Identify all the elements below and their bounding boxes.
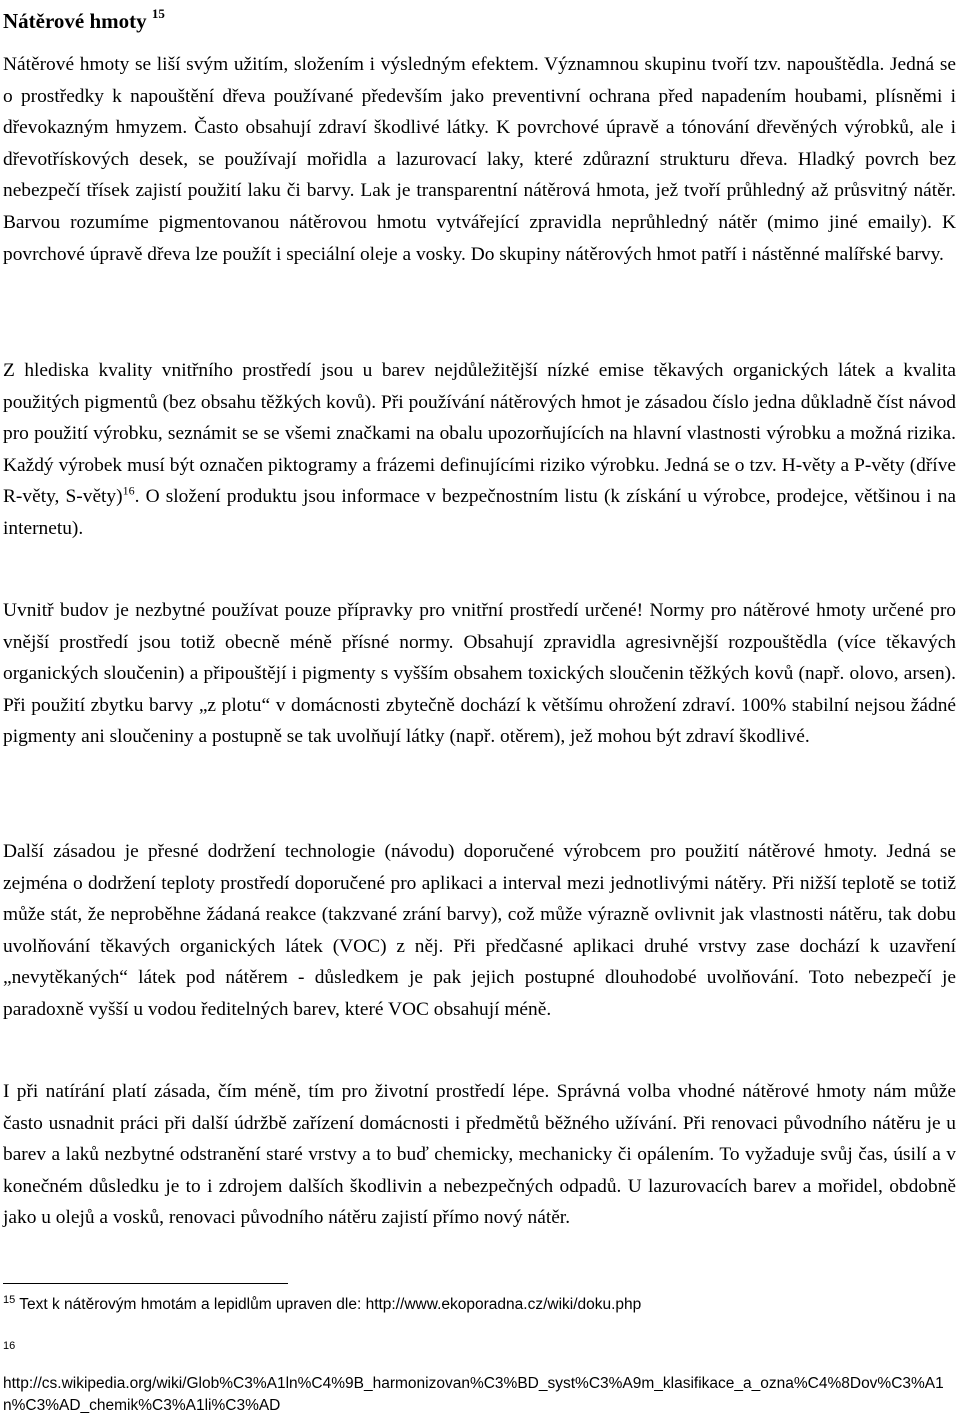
page-title [3, 2, 165, 35]
page-title-text: Nátěrové hmoty [3, 9, 147, 33]
paragraph-5: I při natírání platí zásada, čím méně, tím pro životní prostředí lépe. Správná volba vhodné nátěrové hmoty nám může často usnadnit práci při další údržbě zařízení domácnosti i předmětů běžného užívání. Při renovaci původního nátěru je u barev a laků nezbytné odstranění staré vrstvy a to buď chemicky, mechanicky či opálením. To vyžaduje svůj čas, úsilí a v konečném důsledku je to i zdrojem dalších škodlivin a nebezpečných odpadů. U lazurovacích barev a mořidel, obdobně jako u olejů a vosků, renovaci původního nátěru zajistí přímo nový nátěr. [3, 1081, 956, 1229]
footnote-ref-15[interactable]: 15 [151, 6, 165, 21]
footnote-ref-16[interactable]: 16 [122, 483, 135, 498]
footnote-divider [3, 1283, 288, 1284]
footnote-15-mark: 15 [3, 1294, 16, 1306]
paragraph-2-text-b: . O složení produktu jsou informace v bezpečnostním listu (k získání u výrobce, prodejce, většinou i na internetu). [3, 486, 956, 539]
paragraph-2 [3, 355, 956, 545]
footnote-15 [3, 1294, 958, 1317]
footnote-16-text[interactable]: http://cs.wikipedia.org/wiki/Glob%C3%A1ln%C4%9B_harmonizovan%C3%BD_syst%C3%A9m_klasifikace_a_ozna%C4%8Dov%C3%A1n%C3%AD_chemik%C3%A1li%C3%AD [3, 1375, 944, 1414]
footnote-16-mark: 16 [3, 1340, 16, 1352]
footnote-15-text[interactable]: Text k nátěrovým hmotám a lepidlům upraven dle: http://www.ekoporadna.cz/wiki/doku.php [19, 1296, 642, 1313]
paragraph-4: Další zásadou je přesné dodržení technologie (návodu) doporučené výrobcem pro použití nátěrové hmoty. Jedná se zejména o dodržení teploty prostředí doporučené pro aplikaci a interval mezi jednotlivými nátěry. Při nižší teplotě se totiž může stát, že neproběhne žádaná reakce (takzvané zrání barvy), což může výrazně ovlivnit jak vlastnosti nátěru, tak dobu uvolňování těkavých organických látek (VOC) z něj. Při předčasné aplikaci druhé vrstvy zase dochází k uzavření „nevytěkaných“ látek pod nátěrem - důsledkem je pak jejich postupné dlouhodobé uvolňování. Toto nebezpečí je paradoxně vyšší u vodou ředitelných barev, které VOC obsahují méně. [3, 841, 956, 1020]
paragraph-1: Nátěrové hmoty se liší svým užitím, složením i výsledným efektem. Významnou skupinu tvoří tzv. napouštědla. Jedná se o prostředky k napouštění dřeva používané především jako preventivní ochrana před napadením houbami, plísněmi i dřevokazným hmyzem. Často obsahují zdraví škodlivé látky. K povrchové úpravě a tónování dřevěných výrobků, ale i dřevotřískových desek, se používají mořidla a lazurovací laky, které zdůrazní strukturu dřeva. Hladký povrch bez nebezpečí třísek zajistí použití laku či barvy. Lak je transparentní nátěrová hmota, jež tvoří průhledný až průsvitný nátěr. Barvou rozumíme pigmentovanou nátěrovou hmotu vytvářející zpravidla neprůhledný nátěr (mimo jiné emaily). K povrchové úpravě dřeva lze použít i speciální oleje a vosky. Do skupiny nátěrových hmot patří i nástěnné malířské barvy. [3, 54, 956, 265]
paragraph-2-text-a: Z hlediska kvality vnitřního prostředí jsou u barev nejdůležitější nízké emise těkavých organických látek a kvalita použitých pigmentů (bez obsahu těžkých kovů). Při používání nátěrových hmot je zásadou číslo jedna důkladně číst návod pro použití výrobku, seznámit se se všemi značkami na obalu upozorňujících na hlavní vlastnosti výrobku a možná rizika. Každý výrobek musí být označen piktogramy a frázemi definujícími riziko výrobku. Jedná se o tzv. H-věty a P-věty (dříve R-věty, S-věty) [3, 360, 956, 508]
paragraph-3: Uvnitř budov je nezbytné používat pouze přípravky pro vnitřní prostředí určené! Normy pro nátěrové hmoty určené pro vnější prostředí jsou totiž obecně méně přísné normy. Obsahují zpravidla agresivnější rozpouštědla (více těkavých organických sloučenin) a připouštějí i pigmenty s vyšším obsahem toxických sloučenin těžkých kovů (např. olovo, arsen). Při použití zbytku barvy „z plotu“ v domácnosti zbytečně dochází k většímu ohrožení zdraví. 100% stabilní nejsou žádné pigmenty ani sloučeniny a postupně se tak uvolňují látky (např. otěrem), jež mohou být zdraví škodlivé. [3, 600, 956, 748]
